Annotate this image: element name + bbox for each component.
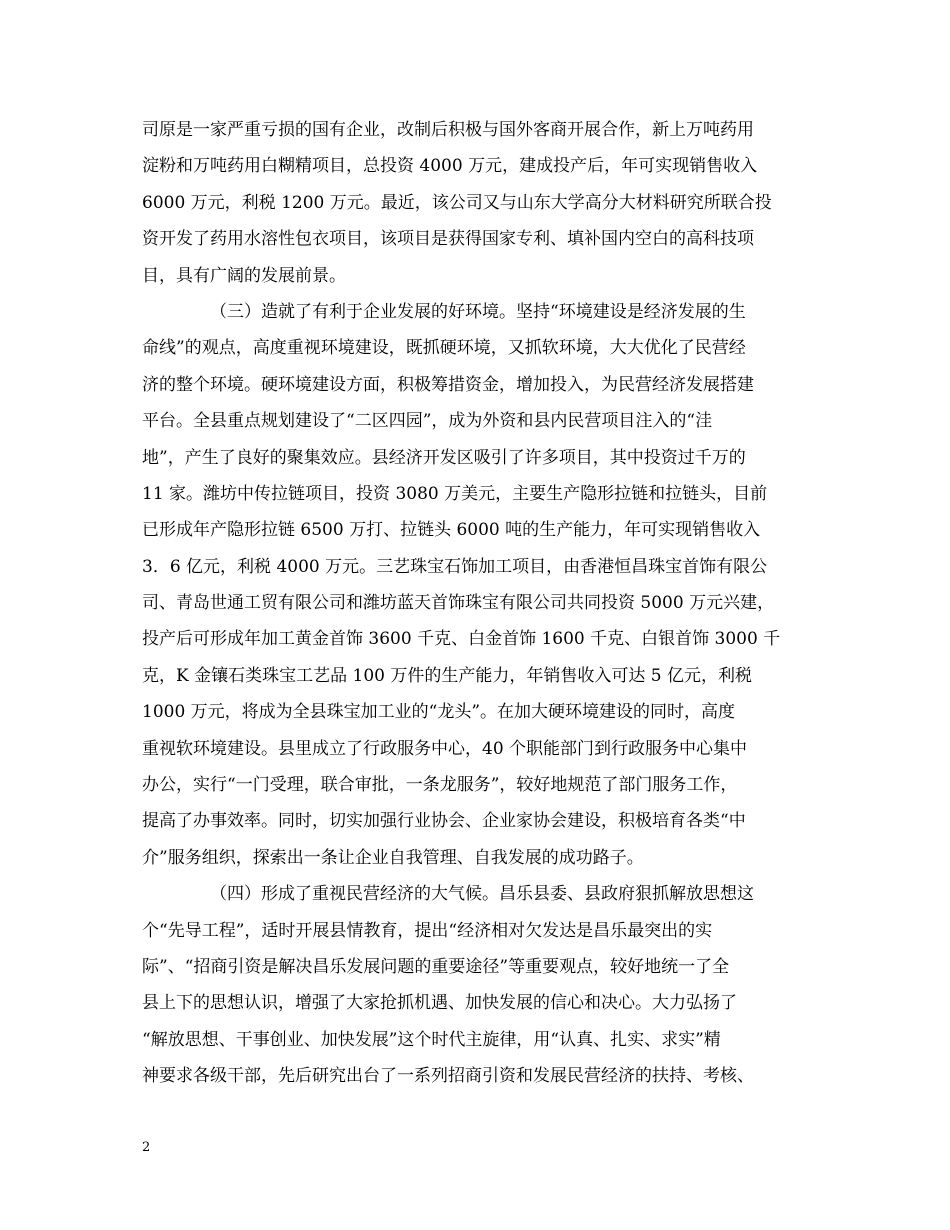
text-line: （四）形成了重视民营经济的大气候。昌乐县委、县政府狠抓解放思想这 <box>210 884 754 905</box>
text-line: 平台。全县重点规划建设了“二区四园”，成为外资和县内民营项目注入的“洼 <box>142 411 713 432</box>
text-line: 投产后可形成年加工黄金首饰 3600 千克、白金首饰 1600 千克、白银首饰 3000 千 <box>142 629 781 650</box>
text-line: 县上下的思想认识，增强了大家抢抓机遇、加快发展的信心和决心。大力弘扬了 <box>142 993 737 1014</box>
text-line: 11 家。潍坊中传拉链项目，投资 3080 万美元，主要生产隐形拉链和拉链头，目前 <box>142 483 768 504</box>
text-line: 个“先导工程”，适时开展县情教育，提出“经济相对欠发达是昌乐最突出的实 <box>142 920 713 941</box>
body-text <box>142 112 820 1095</box>
paragraph <box>142 112 820 294</box>
text-line: 目，具有广阔的发展前景。 <box>142 265 346 286</box>
text-line: 地”，产生了良好的聚集效应。县经济开发区吸引了许多项目，其中投资过千万的 <box>142 447 746 468</box>
text-line: 6000 万元，利税 1200 万元。最近，该公司又与山东大学高分大材料研究所联合投 <box>142 192 772 213</box>
text-line: 重视软环境建设。县里成立了行政服务中心，40 个职能部门到行政服务中心集中 <box>142 738 748 759</box>
text-line: 3．6 亿元，利税 4000 万元。三艺珠宝石饰加工项目，由香港恒昌珠宝首饰有限公 <box>142 556 768 577</box>
text-line: 命线”的观点，高度重视环境建设，既抓硬环境，又抓软环境，大大优化了民营经 <box>142 338 746 359</box>
text-line: 已形成年产隐形拉链 6500 万打、拉链头 6000 吨的生产能力，年可实现销售收入 <box>142 520 761 541</box>
text-line: 资开发了药用水溶性包衣项目，该项目是获得国家专利、填补国内空白的高科技项 <box>142 229 754 250</box>
paragraph <box>142 294 820 876</box>
text-line: 际”、“招商引资是解决昌乐发展问题的重要途径”等重要观点，较好地统一了全 <box>142 956 730 977</box>
text-line: 克，K 金镶石类珠宝工艺品 100 万件的生产能力，年销售收入可达 5 亿元，利税 <box>142 665 752 686</box>
text-line: 神要求各级干部，先后研究出台了一系列招商引资和发展民营经济的扶持、考核、 <box>142 1066 754 1087</box>
text-line: （三）造就了有利于企业发展的好环境。坚持“环境建设是经济发展的生 <box>210 301 746 322</box>
text-line: 淀粉和万吨药用白糊精项目，总投资 4000 万元，建成投产后，年可实现销售收入 <box>142 156 758 177</box>
text-line: 提高了办事效率。同时，切实加强行业协会、企业家协会建设，积极培育各类“中 <box>142 811 746 832</box>
paragraph <box>142 876 820 1094</box>
text-line: 济的整个环境。硬环境建设方面，积极筹措资金，增加投入，为民营经济发展搭建 <box>142 374 754 395</box>
text-line: 司、青岛世通工贸有限公司和潍坊蓝天首饰珠宝有限公司共同投资 5000 万元兴建， <box>142 593 775 614</box>
text-line: 介”服务组织，探索出一条让企业自我管理、自我发展的成功路子。 <box>142 847 644 868</box>
page-number: 2 <box>142 1140 151 1155</box>
text-line: 司原是一家严重亏损的国有企业，改制后积极与国外客商开展合作，新上万吨药用 <box>142 120 754 140</box>
text-line: “解放思想、干事创业、加快发展”这个时代主旋律，用“认真、扎实、求实”精 <box>142 1029 721 1050</box>
text-line: 办公，实行“一门受理，联合审批，一条龙服务”，较好地规范了部门服务工作， <box>142 775 738 796</box>
text-line: 1000 万元，将成为全县珠宝加工业的“龙头”。在加大硬环境建设的同时，高度 <box>142 702 736 723</box>
